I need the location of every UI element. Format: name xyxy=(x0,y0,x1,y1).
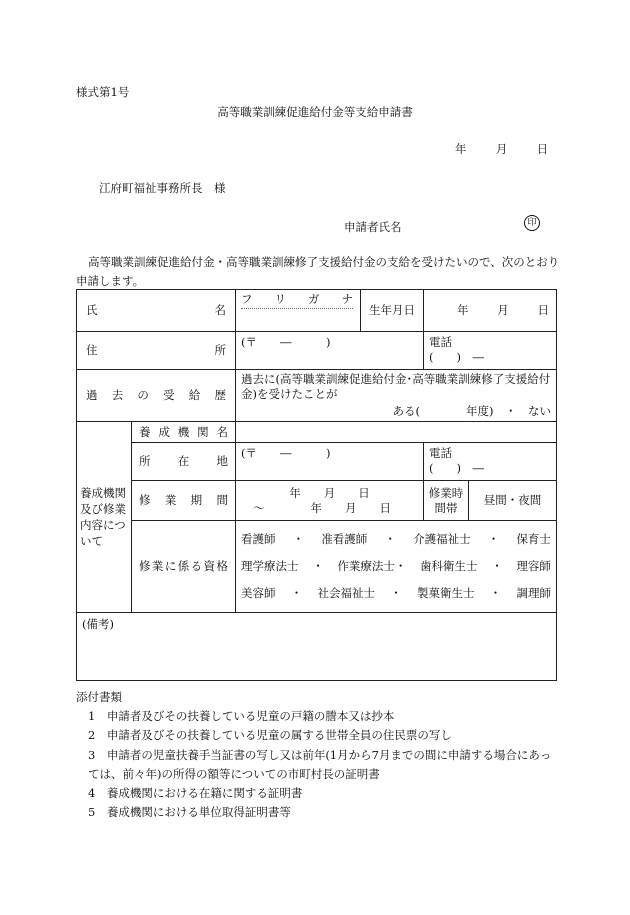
history-text: 過去に(高等職業訓練促進給付金･高等職業訓練修了支援給付金)を受けたことが xyxy=(241,372,551,401)
application-date xyxy=(455,141,548,157)
attachment-item-1: 1 申請者及びその扶養している児童の戸籍の謄本又は抄本 xyxy=(88,709,395,723)
name-field[interactable] xyxy=(236,290,361,332)
application-form-table xyxy=(76,289,557,681)
applicant-name-label: 申請者氏名 xyxy=(344,220,402,234)
history-answer[interactable]: ある( 年度) ・ ない xyxy=(392,404,551,418)
attachment-item-3: 3 申請者の児童扶養手当証書の写し又は前年(1月から7月までの間に申請する場合にあっては、前々年)の所得の額等についての市町村長の証明書 xyxy=(88,748,552,781)
institution-name-field[interactable] xyxy=(236,422,557,443)
institution-location-field[interactable] xyxy=(236,443,424,481)
addressee: 江府町福祉事務所長 様 xyxy=(99,181,226,195)
study-period-field[interactable] xyxy=(236,481,424,521)
institution-phone-field[interactable] xyxy=(424,443,557,481)
institution-location-label: 所 在 地 xyxy=(132,443,236,481)
qualification-line-3: 美容師 ・ 社会福祉士 ・ 製菓衛生士 ・ 調理師 xyxy=(241,586,551,600)
address-label-cell: 住 所 xyxy=(77,332,236,370)
name-label-2: 名 xyxy=(214,303,226,317)
qualification-options[interactable] xyxy=(236,521,557,613)
form-title: 高等職業訓練促進給付金等支給申請書 xyxy=(217,105,413,119)
postal-code: (〒 ― ) xyxy=(241,335,331,349)
form-number: 様式第1号 xyxy=(76,85,130,99)
period-to: ～ 年 月 日 xyxy=(253,500,391,515)
institution-postal-code: (〒 ― ) xyxy=(241,446,331,460)
attachment-item-4: 4 養成機関における在籍に関する証明書 xyxy=(88,786,303,800)
birthdate-label: 生年月日 xyxy=(361,290,424,332)
phone-format: ( ) ― xyxy=(429,350,484,364)
study-time-label: 修業時間帯 xyxy=(424,481,469,521)
remarks-label: (備考) xyxy=(82,617,114,631)
institution-phone-format: ( ) ― xyxy=(429,461,484,475)
qualification-line-1: 看護師 ・ 准看護師 ・ 介護福祉士 ・ 保育士 xyxy=(241,532,551,546)
attachments-heading: 添付書類 xyxy=(76,690,122,704)
history-label-cell: 過 去 の 受 給 歴 xyxy=(77,370,236,422)
intro-text: 高等職業訓練促進給付金・高等職業訓練修了支援給付金の支給を受けたいので、次のとおり申請します。 xyxy=(76,255,560,288)
institution-name-label: 養 成 機 関 名 xyxy=(132,422,236,443)
history-field[interactable] xyxy=(236,370,557,422)
study-time-field[interactable]: 昼間・夜間 xyxy=(469,481,557,521)
phone-label: 電話 xyxy=(429,335,452,349)
date-day: 日 xyxy=(536,142,549,156)
attachment-item-2: 2 申請者及びその扶養している児童の属する世帯全員の住民票の写し xyxy=(88,728,452,742)
furigana-row: フ リ ガ ナ xyxy=(241,292,353,309)
phone-field[interactable] xyxy=(424,332,557,370)
birthdate-field[interactable]: 年 月 日 xyxy=(424,290,557,332)
period-from: 年 月 日 xyxy=(289,485,370,500)
institution-phone-label: 電話 xyxy=(429,446,452,460)
name-label-1: 氏 xyxy=(86,303,98,317)
seal-mark: 印 xyxy=(524,215,540,231)
attachment-item-5: 5 養成機関における単位取得証明書等 xyxy=(88,805,291,819)
address-field[interactable] xyxy=(236,332,424,370)
qualification-label: 修 業 に 係 る 資 格 xyxy=(132,521,236,613)
name-label-cell xyxy=(77,290,236,332)
date-month: 月 xyxy=(495,142,508,156)
remarks-field[interactable] xyxy=(77,613,557,681)
date-year: 年 xyxy=(455,142,467,156)
qualification-line-2: 理学療法士 ・ 作業療法士・ 歯科衛生士 ・ 理容師 xyxy=(241,559,551,573)
study-period-label: 修 業 期 間 xyxy=(132,481,236,521)
institution-group-label: 養成機関及び修業内容について xyxy=(77,422,132,613)
